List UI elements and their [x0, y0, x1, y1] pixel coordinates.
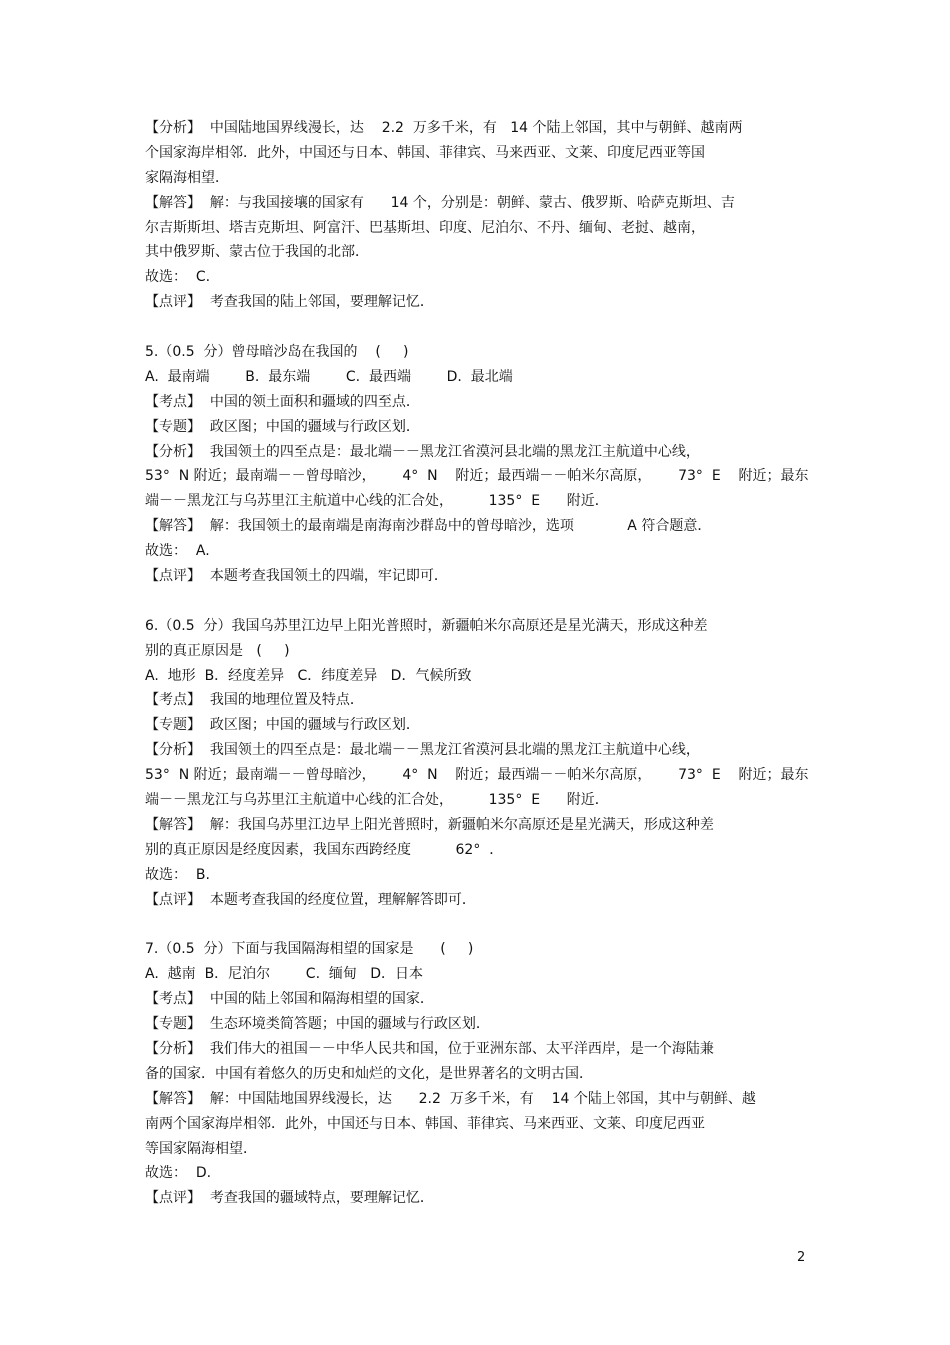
comment-text: 【点评】 本题考查我国的经度位置，理解解答即可．	[145, 891, 476, 908]
key-point-text: 【考点】 中国的领土面积和疆域的四至点．	[145, 393, 420, 410]
question-block-7	[145, 937, 825, 1211]
question-options: A. 地形 B．经度差异 C．纬度差异 D．气候所致	[145, 667, 472, 684]
analysis-text: 端－－黑龙江与乌苏里江主航道中心线的汇合处， 135° E 附近．	[145, 493, 609, 510]
question-block-5	[145, 340, 825, 589]
question-options: A. 最南端 B. 最东端 C. 最西端 D. 最北端	[145, 368, 513, 385]
question-stem: 5.（0.5 分）曾母暗沙岛在我国的 ( )	[145, 344, 409, 361]
analysis-text: 备的国家．中国有着悠久的历史和灿烂的文化，是世界著名的文明古国．	[145, 1065, 593, 1082]
question-block-6	[145, 614, 825, 913]
comment-text: 【点评】 考查我国的陆上邻国，要理解记忆．	[145, 294, 434, 311]
solution-text: 【解答】 解：中国陆地国界线漫长，达 2.2 万多千米，有 14 个陆上邻国，其中与朝鲜、越	[145, 1090, 756, 1107]
solution-text: 其中俄罗斯、蒙古位于我国的北部．	[145, 244, 369, 261]
answer-block-q4	[145, 116, 825, 315]
comment-text: 【点评】 考查我国的疆域特点，要理解记忆．	[145, 1190, 434, 1207]
analysis-text: 【分析】 我国领土的四至点是：最北端－－黑龙江省漠河县北端的黑龙江主航道中心线，	[145, 742, 700, 759]
document-body	[145, 116, 825, 1236]
answer-choice: 故选： C.	[145, 269, 211, 286]
question-stem: 7.（0.5 分）下面与我国隔海相望的国家是 ( )	[145, 941, 474, 958]
solution-text: 【解答】 解：我国乌苏里江边早上阳光普照时，新疆帕米尔高原还是星光满天，形成这种差	[145, 816, 714, 833]
question-options: A. 越南 B．尼泊尔 C. 缅甸 D．日本	[145, 966, 424, 983]
answer-choice: 故选： D.	[145, 1165, 212, 1182]
topic-text: 【专题】 政区图；中国的疆域与行政区划．	[145, 717, 420, 734]
topic-text: 【专题】 生态环境类简答题；中国的疆域与行政区划．	[145, 1016, 490, 1033]
analysis-text: 53° N 附近；最南端－－曾母暗沙， 4° N 附近；最西端－－帕米尔高原， 73° E 附近；最东	[145, 767, 809, 784]
key-point-text: 【考点】 中国的陆上邻国和隔海相望的国家．	[145, 991, 434, 1008]
solution-text: 别的真正原因是经度因素，我国东西跨经度 62° ．	[145, 841, 504, 858]
key-point-text: 【考点】 我国的地理位置及特点．	[145, 692, 364, 709]
analysis-text: 【分析】 我们伟大的祖国－－中华人民共和国，位于亚洲东部、太平洋西岸，是一个海陆兼	[145, 1040, 714, 1057]
comment-text: 【点评】 本题考查我国领土的四端，牢记即可．	[145, 568, 448, 585]
question-stem: 6.（0.5 分）我国乌苏里江边早上阳光普照时，新疆帕米尔高原还是星光满天，形成这种差	[145, 617, 708, 634]
analysis-text: 端－－黑龙江与乌苏里江主航道中心线的汇合处， 135° E 附近．	[145, 792, 609, 809]
answer-choice: 故选： A.	[145, 543, 210, 560]
solution-text: 等国家隔海相望．	[145, 1140, 257, 1157]
analysis-text: 【分析】 中国陆地国界线漫长，达 2.2 万多千米，有 14 个陆上邻国，其中与朝鲜、越南两	[145, 120, 743, 136]
analysis-text: 个国家海岸相邻．此外，中国还与日本、韩国、菲律宾、马来西亚、文莱、印度尼西亚等国	[145, 144, 705, 161]
page-number: 2	[797, 1250, 806, 1265]
solution-text: 南两个国家海岸相邻．此外，中国还与日本、韩国、菲律宾、马来西亚、文莱、印度尼西亚	[145, 1115, 705, 1132]
topic-text: 【专题】 政区图；中国的疆域与行政区划．	[145, 418, 420, 435]
analysis-text: 53° N 附近；最南端－－曾母暗沙， 4° N 附近；最西端－－帕米尔高原， 73° E 附近；最东	[145, 468, 809, 485]
analysis-text: 家隔海相望．	[145, 169, 229, 186]
solution-text: 【解答】 解：与我国接壤的国家有 14 个，分别是：朝鲜、蒙古、俄罗斯、哈萨克斯坦、吉	[145, 194, 735, 211]
question-stem: 别的真正原因是 ( )	[145, 642, 290, 659]
analysis-text: 【分析】 我国领土的四至点是：最北端－－黑龙江省漠河县北端的黑龙江主航道中心线，	[145, 443, 700, 460]
solution-text: 尔吉斯斯坦、塔吉克斯坦、阿富汗、巴基斯坦、印度、尼泊尔、不丹、缅甸、老挝、越南，	[145, 219, 705, 236]
answer-choice: 故选： B.	[145, 866, 210, 883]
solution-text: 【解答】 解：我国领土的最南端是南海南沙群岛中的曾母暗沙，选项 A 符合题意．	[145, 518, 712, 535]
